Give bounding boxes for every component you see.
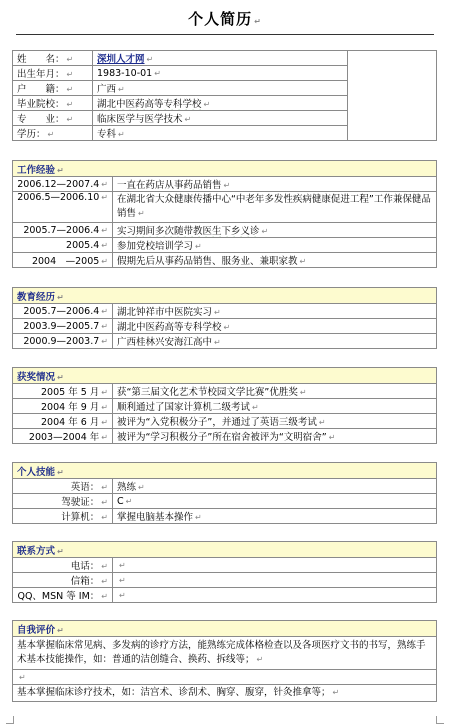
basic-info-table [12,50,437,141]
major-value: 临床医学与医学技术 ↵ [93,111,348,126]
degree-label: 学历： ↵ [13,126,93,141]
work-period: 2006.12—2007.4 ↵ [13,177,113,192]
margin-corner-mark [6,716,14,724]
contact-table [12,541,437,603]
work-period: 2006.5—2006.10 ↵ [13,192,113,223]
work-desc: 实习期间多次随带教医生下乡义诊 ↵ [113,223,437,238]
title-rule [16,34,434,35]
awards-table [12,367,437,444]
contact-label-im: QQ、MSN 等 IM： ↵ [13,588,113,603]
award-desc: 被评为“入党积极分子”，并通过了英语三级考试 ↵ [113,414,437,429]
household-label: 户 籍： ↵ [13,81,93,96]
self-eval-blank-line: ↵ [13,670,437,685]
skill-value: 掌握电脑基本操作 ↵ [113,509,437,524]
school-label: 毕业院校： ↵ [13,96,93,111]
work-period: 2004 —2005 ↵ [13,253,113,268]
household-value: 广西 ↵ [93,81,348,96]
name-label: 姓 名： ↵ [13,51,93,66]
birth-value: 1983-10-01 ↵ [93,66,348,81]
birth-label: 出生年月： ↵ [13,66,93,81]
education-heading: 教育经历 ↵ [13,288,437,304]
skill-value: 熟练 ↵ [113,479,437,494]
contact-value-email[interactable]: ↵ [113,573,437,588]
work-heading: 工作经验 ↵ [13,161,437,177]
major-label: 专 业： ↵ [13,111,93,126]
education-period: 2003.9—2005.7 ↵ [13,319,113,334]
education-desc: 湖北中医药高等专科学校 ↵ [113,319,437,334]
self-eval-paragraph: 基本掌握临床诊疗技术，如：洁宫术、诊刮术、胸穿、腹穿，针灸推拿等； ↵ [13,685,437,702]
work-period: 2005.7—2006.4 ↵ [13,223,113,238]
work-period: 2005.4 ↵ [13,238,113,253]
award-desc: 获“第三届文化艺术节校园文学比赛”优胜奖 ↵ [113,384,437,399]
contact-value-im[interactable]: ↵ [113,588,437,603]
work-table [12,160,437,268]
skills-table [12,462,437,524]
self-eval-heading: 自我评价 ↵ [13,621,437,637]
contact-heading: 联系方式 ↵ [13,542,437,558]
self-eval-table [12,620,437,702]
award-desc: 被评为“学习积极分子”所在宿舍被评为“文明宿舍” ↵ [113,429,437,444]
work-desc: 在湖北省大众健康传播中心“中老年多发性疾病健康促进工程”工作兼保健品销售 ↵ [113,192,437,223]
contact-value-phone[interactable]: ↵ [113,558,437,573]
education-desc: 湖北钟祥市中医院实习 ↵ [113,304,437,319]
margin-corner-mark [436,716,444,724]
name-value[interactable]: 深圳人才网 ↵ [93,51,348,66]
award-period: 2004 年 6 月 ↵ [13,414,113,429]
award-period: 2003—2004 年 ↵ [13,429,113,444]
awards-heading: 获奖情况 ↵ [13,368,437,384]
work-desc: 假期先后从事药品销售、服务业、兼职家教 ↵ [113,253,437,268]
skill-label: 计算机： ↵ [13,509,113,524]
skill-label: 驾驶证： ↵ [13,494,113,509]
award-period: 2004 年 9 月 ↵ [13,399,113,414]
work-desc: 一直在药店从事药品销售 ↵ [113,177,437,192]
skill-label: 英语： ↵ [13,479,113,494]
award-desc: 顺利通过了国家计算机二级考试 ↵ [113,399,437,414]
photo-area [348,51,437,141]
education-desc: 广西桂林兴安海江高中 ↵ [113,334,437,349]
contact-label-phone: 电话： ↵ [13,558,113,573]
education-period: 2005.7—2006.4 ↵ [13,304,113,319]
degree-value: 专科 ↵ [93,126,348,141]
skills-heading: 个人技能 ↵ [13,463,437,479]
award-period: 2005 年 5 月 ↵ [13,384,113,399]
resume-title: 个人简历 ↵ [188,10,262,28]
work-desc: 参加党校培训学习 ↵ [113,238,437,253]
skill-value: C ↵ [113,494,437,509]
education-period: 2000.9—2003.7 ↵ [13,334,113,349]
contact-label-email: 信箱： ↵ [13,573,113,588]
self-eval-paragraph: 基本掌握临床常见病、多发病的诊疗方法，能熟练完成体格检查以及各项医疗文书的书写，熟练手术基本技能操作，如：普通的洁创缝合、换药、拆线等； ↵ [13,637,437,670]
school-value: 湖北中医药高等专科学校 ↵ [93,96,348,111]
education-table [12,287,437,349]
